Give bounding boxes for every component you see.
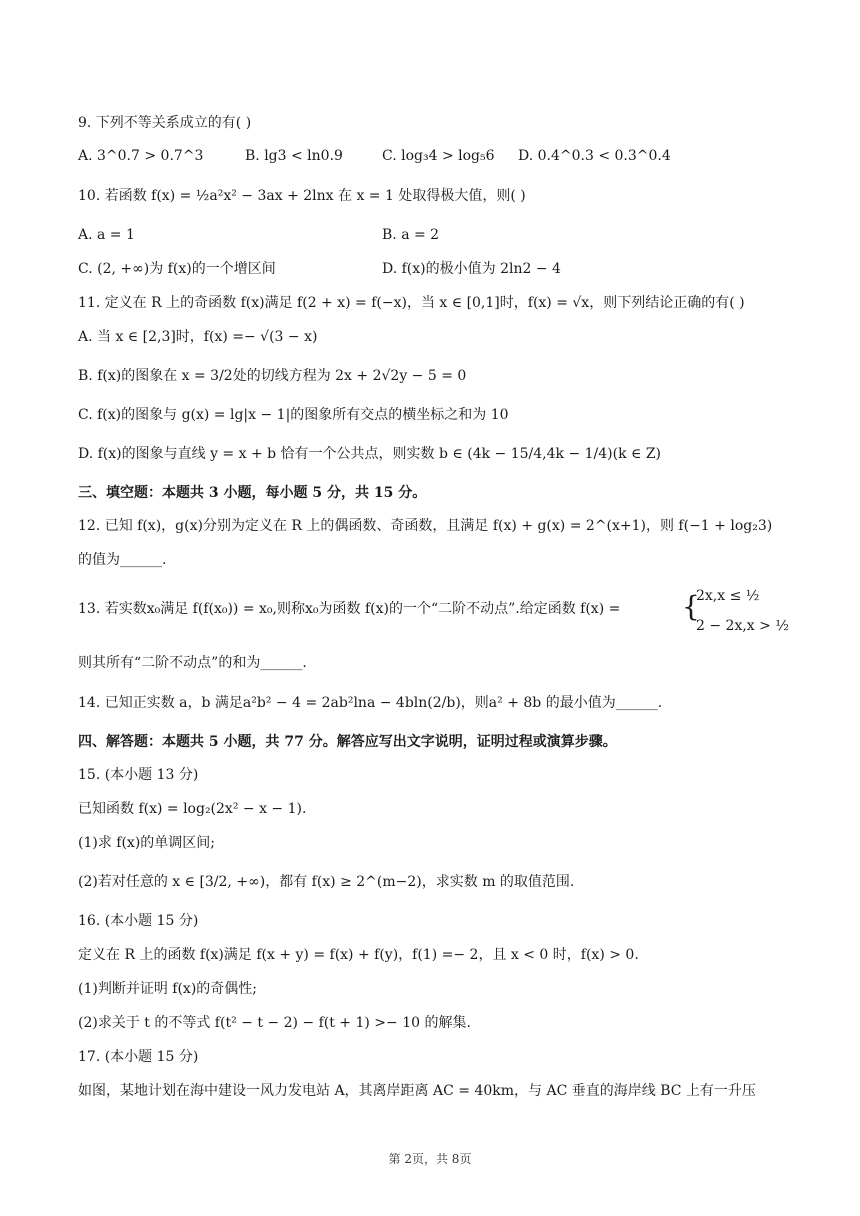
q15-given: 已知函数 f(x) = log₂(2x² − x − 1).	[78, 801, 307, 817]
q12-line2: 的值为______.	[78, 552, 167, 568]
q13-brace: {	[682, 590, 700, 623]
q10-option-c: C. (2, +∞)为 f(x)的一个增区间	[78, 261, 276, 277]
q10-option-d: D. f(x)的极小值为 2ln2 − 4	[382, 261, 561, 277]
q17-given: 如图，某地计划在海中建设一风力发电站 A，其离岸距离 AC = 40km，与 AC 垂直的海岸线 BC 上有一升压	[78, 1083, 756, 1099]
q13-line1: 13. 若实数x₀满足 f(f(x₀)) = x₀,则称x₀为函数 f(x)的一个“二阶不动点”.给定函数 f(x) =	[78, 601, 621, 617]
q15-part2: (2)若对任意的 x ∈ [3/2, +∞)，都有 f(x) ≥ 2^(m−2)，求实数 m 的取值范围.	[78, 874, 575, 890]
q11-option-d: D. f(x)的图象与直线 y = x + b 恰有一个公共点，则实数 b ∈ (4k − 15/4,4k − 1/4)(k ∈ Z)	[78, 446, 662, 462]
q11-option-c: C. f(x)的图象与 g(x) = lg|x − 1|的图象所有交点的横坐标之和为 10	[78, 407, 509, 423]
q10-option-b: B. a = 2	[382, 227, 440, 243]
q16-part2: (2)求关于 t 的不等式 f(t² − t − 2) − f(t + 1) >− 10 的解集.	[78, 1015, 471, 1031]
q13-line2: 则其所有“二阶不动点”的和为______.	[78, 655, 307, 671]
q13-case2: 2 − 2x,x > ½	[696, 618, 789, 634]
section-4-heading: 四、解答题：本题共 5 小题，共 77 分。解答应写出文字说明，证明过程或演算步骤。	[78, 734, 617, 750]
q17-head: 17. (本小题 15 分)	[78, 1049, 199, 1065]
q16-part1: (1)判断并证明 f(x)的奇偶性;	[78, 981, 257, 997]
q12-line1: 12. 已知 f(x)，g(x)分别为定义在 R 上的偶函数、奇函数，且满足 f(x) + g(x) = 2^(x+1)，则 f(−1 + log₂3)	[78, 518, 773, 534]
page-footer: 第 2页，共 8页	[388, 1152, 472, 1166]
q9-option-d: D. 0.4^0.3 < 0.3^0.4	[518, 148, 671, 164]
q11-option-b: B. f(x)的图象在 x = 3/2处的切线方程为 2x + 2√2y − 5 = 0	[78, 368, 467, 384]
q9-option-b: B. lg3 < ln0.9	[245, 148, 343, 164]
q9-option-a: A. 3^0.7 > 0.7^3	[78, 148, 204, 164]
q13-case1: 2x,x ≤ ½	[696, 588, 760, 604]
q9-stem: 9. 下列不等关系成立的有( )	[78, 115, 252, 131]
q11-stem: 11. 定义在 R 上的奇函数 f(x)满足 f(2 + x) = f(−x)，当 x ∈ [0,1]时，f(x) = √x，则下列结论正确的有( )	[78, 295, 745, 311]
q16-given: 定义在 R 上的函数 f(x)满足 f(x + y) = f(x) + f(y)，f(1) =− 2，且 x < 0 时，f(x) > 0.	[78, 947, 639, 963]
q10-option-a: A. a = 1	[78, 227, 135, 243]
q10-stem: 10. 若函数 f(x) = ½a²x² − 3ax + 2lnx 在 x = 1 处取得极大值，则( )	[78, 188, 526, 204]
q11-option-a: A. 当 x ∈ [2,3]时，f(x) =− √(3 − x)	[78, 329, 318, 345]
q16-head: 16. (本小题 15 分)	[78, 913, 199, 929]
section-3-heading: 三、填空题：本题共 3 小题，每小题 5 分，共 15 分。	[78, 485, 427, 501]
q15-head: 15. (本小题 13 分)	[78, 767, 199, 783]
q9-option-c: C. log₃4 > log₅6	[382, 148, 495, 164]
q14-text: 14. 已知正实数 a，b 满足a²b² − 4 = 2ab²lna − 4bln(2/b)，则a² + 8b 的最小值为______.	[78, 695, 663, 711]
q15-part1: (1)求 f(x)的单调区间;	[78, 835, 215, 851]
